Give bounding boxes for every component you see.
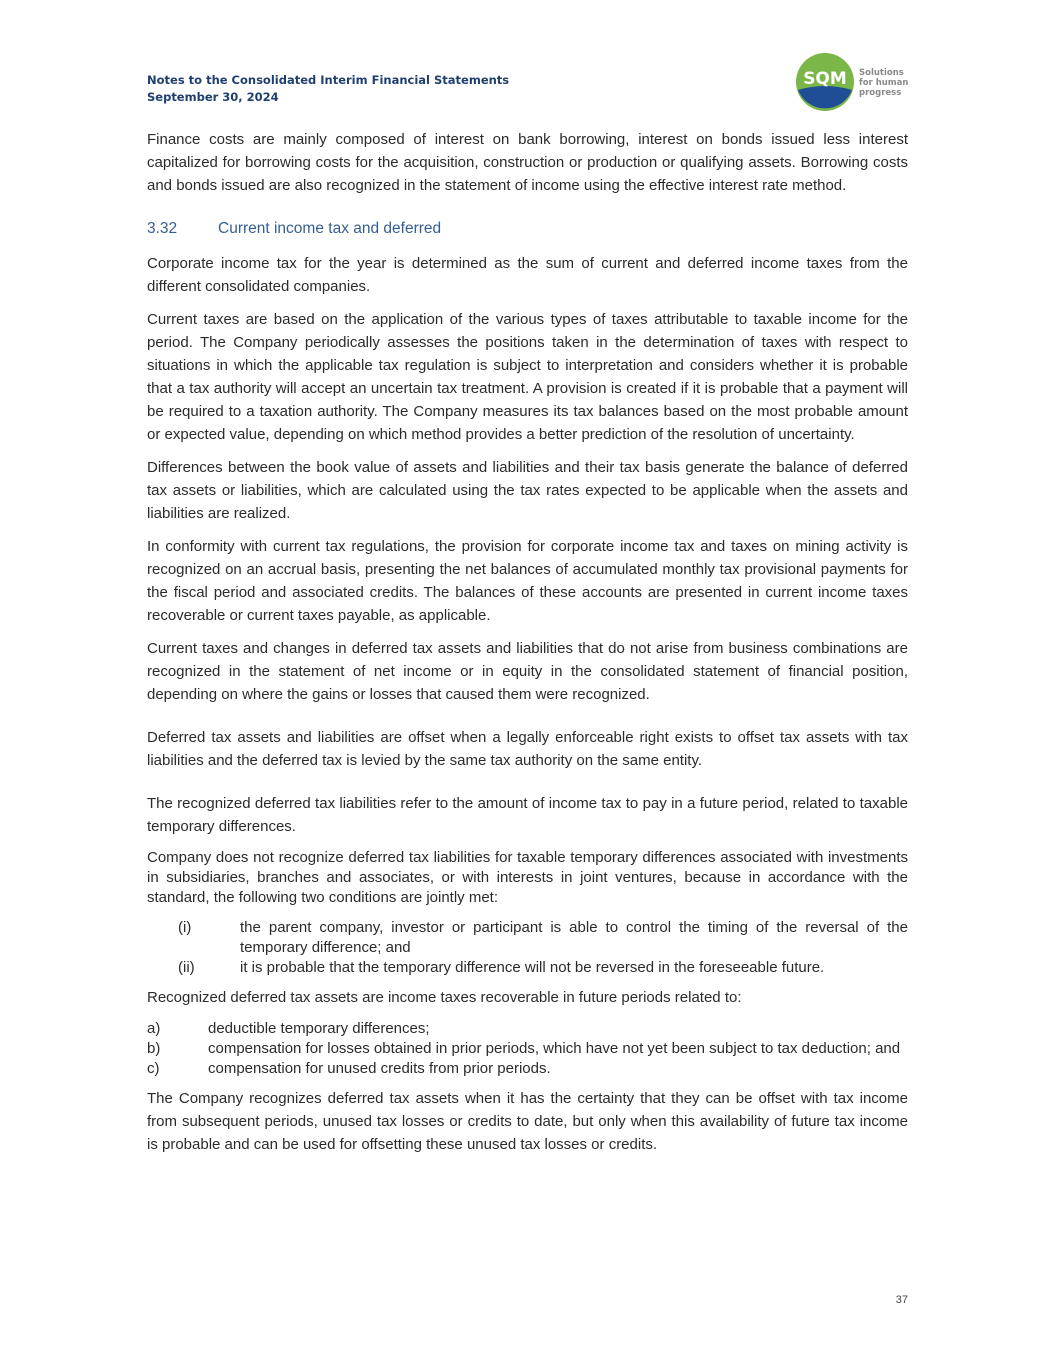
deferred-assets-list [147,1019,908,1079]
list-text: the parent company, investor or participant is able to control the timing of the reversal of the temporary difference; and [240,919,908,956]
list-marker: (ii) [178,959,195,976]
list-item [147,1039,908,1059]
conditions-list [178,918,908,978]
document-header [147,72,509,106]
paragraph-conformity: In conformity with current tax regulations, the provision for corporate income tax and taxes on mining activity is recognized on an accrual basis, presenting the net balances of accumulated monthly tax provisional payments for the fiscal period and associated credits. The balances of these accounts are presented in current income taxes recoverable or current taxes payable, as applicable. [147,538,908,624]
list-text: it is probable that the temporary difference will not be reversed in the foreseeable future. [240,959,825,976]
list-item [178,958,908,978]
paragraph-finance-costs: Finance costs are mainly composed of interest on bank borrowing, interest on bonds issued less interest capitalized for borrowing costs for the acquisition, construction or production or qualifying assets. Borrowing costs and bonds issued are also recognized in the statement of income using the effective interest rate method. [147,131,908,194]
list-marker: (i) [178,919,192,936]
logo-tagline-line1: Solutions [859,68,904,78]
paragraph-company-recognizes: The Company recognizes deferred tax assets when it has the certainty that they can be offset with tax income from subsequent periods, unused tax losses or credits to date, but only when this availability of future tax income is probable and can be used for offsetting these unused tax losses or credits. [147,1090,908,1153]
list-item [147,1059,908,1079]
paragraph-changes-deferred: Current taxes and changes in deferred tax assets and liabilities that do not arise from business combinations are recognized in the statement of net income or in equity in the consolidated statement of financial position, depending on where the gains or losses that caused them were recognized. [147,640,908,703]
header-date: September 30, 2024 [147,90,279,104]
page-body [147,128,908,1166]
list-item [178,918,908,958]
paragraph-corporate-income-tax: Corporate income tax for the year is determined as the sum of current and deferred income taxes from the different consolidated companies. [147,255,908,295]
list-text: compensation for unused credits from prior periods. [208,1060,551,1077]
list-marker: a) [147,1020,161,1037]
logo-brand-text: SQM [803,69,847,89]
logo-tagline [859,68,908,98]
page-number: 37 [895,1294,908,1306]
list-text: compensation for losses obtained in prior periods, which have not yet been subject to tax deduction; and [208,1040,901,1057]
logo-tagline-line2: for human [859,78,909,88]
sqm-logo [795,52,915,112]
section-number: 3.32 [147,220,178,237]
sqm-logo-icon [795,52,855,112]
paragraph-recognized-assets: Recognized deferred tax assets are income taxes recoverable in future periods related to: [147,989,742,1006]
paragraph-offset: Deferred tax assets and liabilities are offset when a legally enforceable right exists to offset tax assets with tax liabilities and the deferred tax is levied by the same tax authority on the same entity. [147,729,908,769]
section-title: Current income tax and deferred [218,220,442,237]
paragraph-not-recognize: Company does not recognize deferred tax liabilities for taxable temporary differences associated with investments in subsidiaries, branches and associates, or with interests in joint ventures, because in accordance with the standard, the following two conditions are jointly met: [147,849,908,906]
header-title: Notes to the Consolidated Interim Financial Statements [147,73,510,87]
section-heading [147,217,908,240]
list-marker: b) [147,1040,161,1057]
list-marker: c) [147,1060,160,1077]
logo-tagline-line3: progress [859,88,902,98]
paragraph-differences: Differences between the book value of assets and liabilities and their tax basis generate the balance of deferred tax assets or liabilities, which are calculated using the tax rates expected to be applicable when the assets and liabilities are realized. [147,459,908,522]
paragraph-current-taxes: Current taxes are based on the application of the various types of taxes attributable to taxable income for the period. The Company periodically assesses the positions taken in the determination of taxes with respect to situations in which the applicable tax regulation is subject to interpretation and considers whether it is probable that a tax authority will accept an uncertain tax treatment. A provision is created if it is probable that a payment will be required to a taxation authority. The Company measures its tax balances based on the most probable amount or expected value, depending on which method provides a better prediction of the resolution of uncertainty. [147,311,908,443]
list-item [147,1019,908,1039]
list-text: deductible temporary differences; [208,1020,430,1037]
paragraph-recognized-liabilities: The recognized deferred tax liabilities refer to the amount of income tax to pay in a future period, related to taxable temporary differences. [147,795,908,835]
